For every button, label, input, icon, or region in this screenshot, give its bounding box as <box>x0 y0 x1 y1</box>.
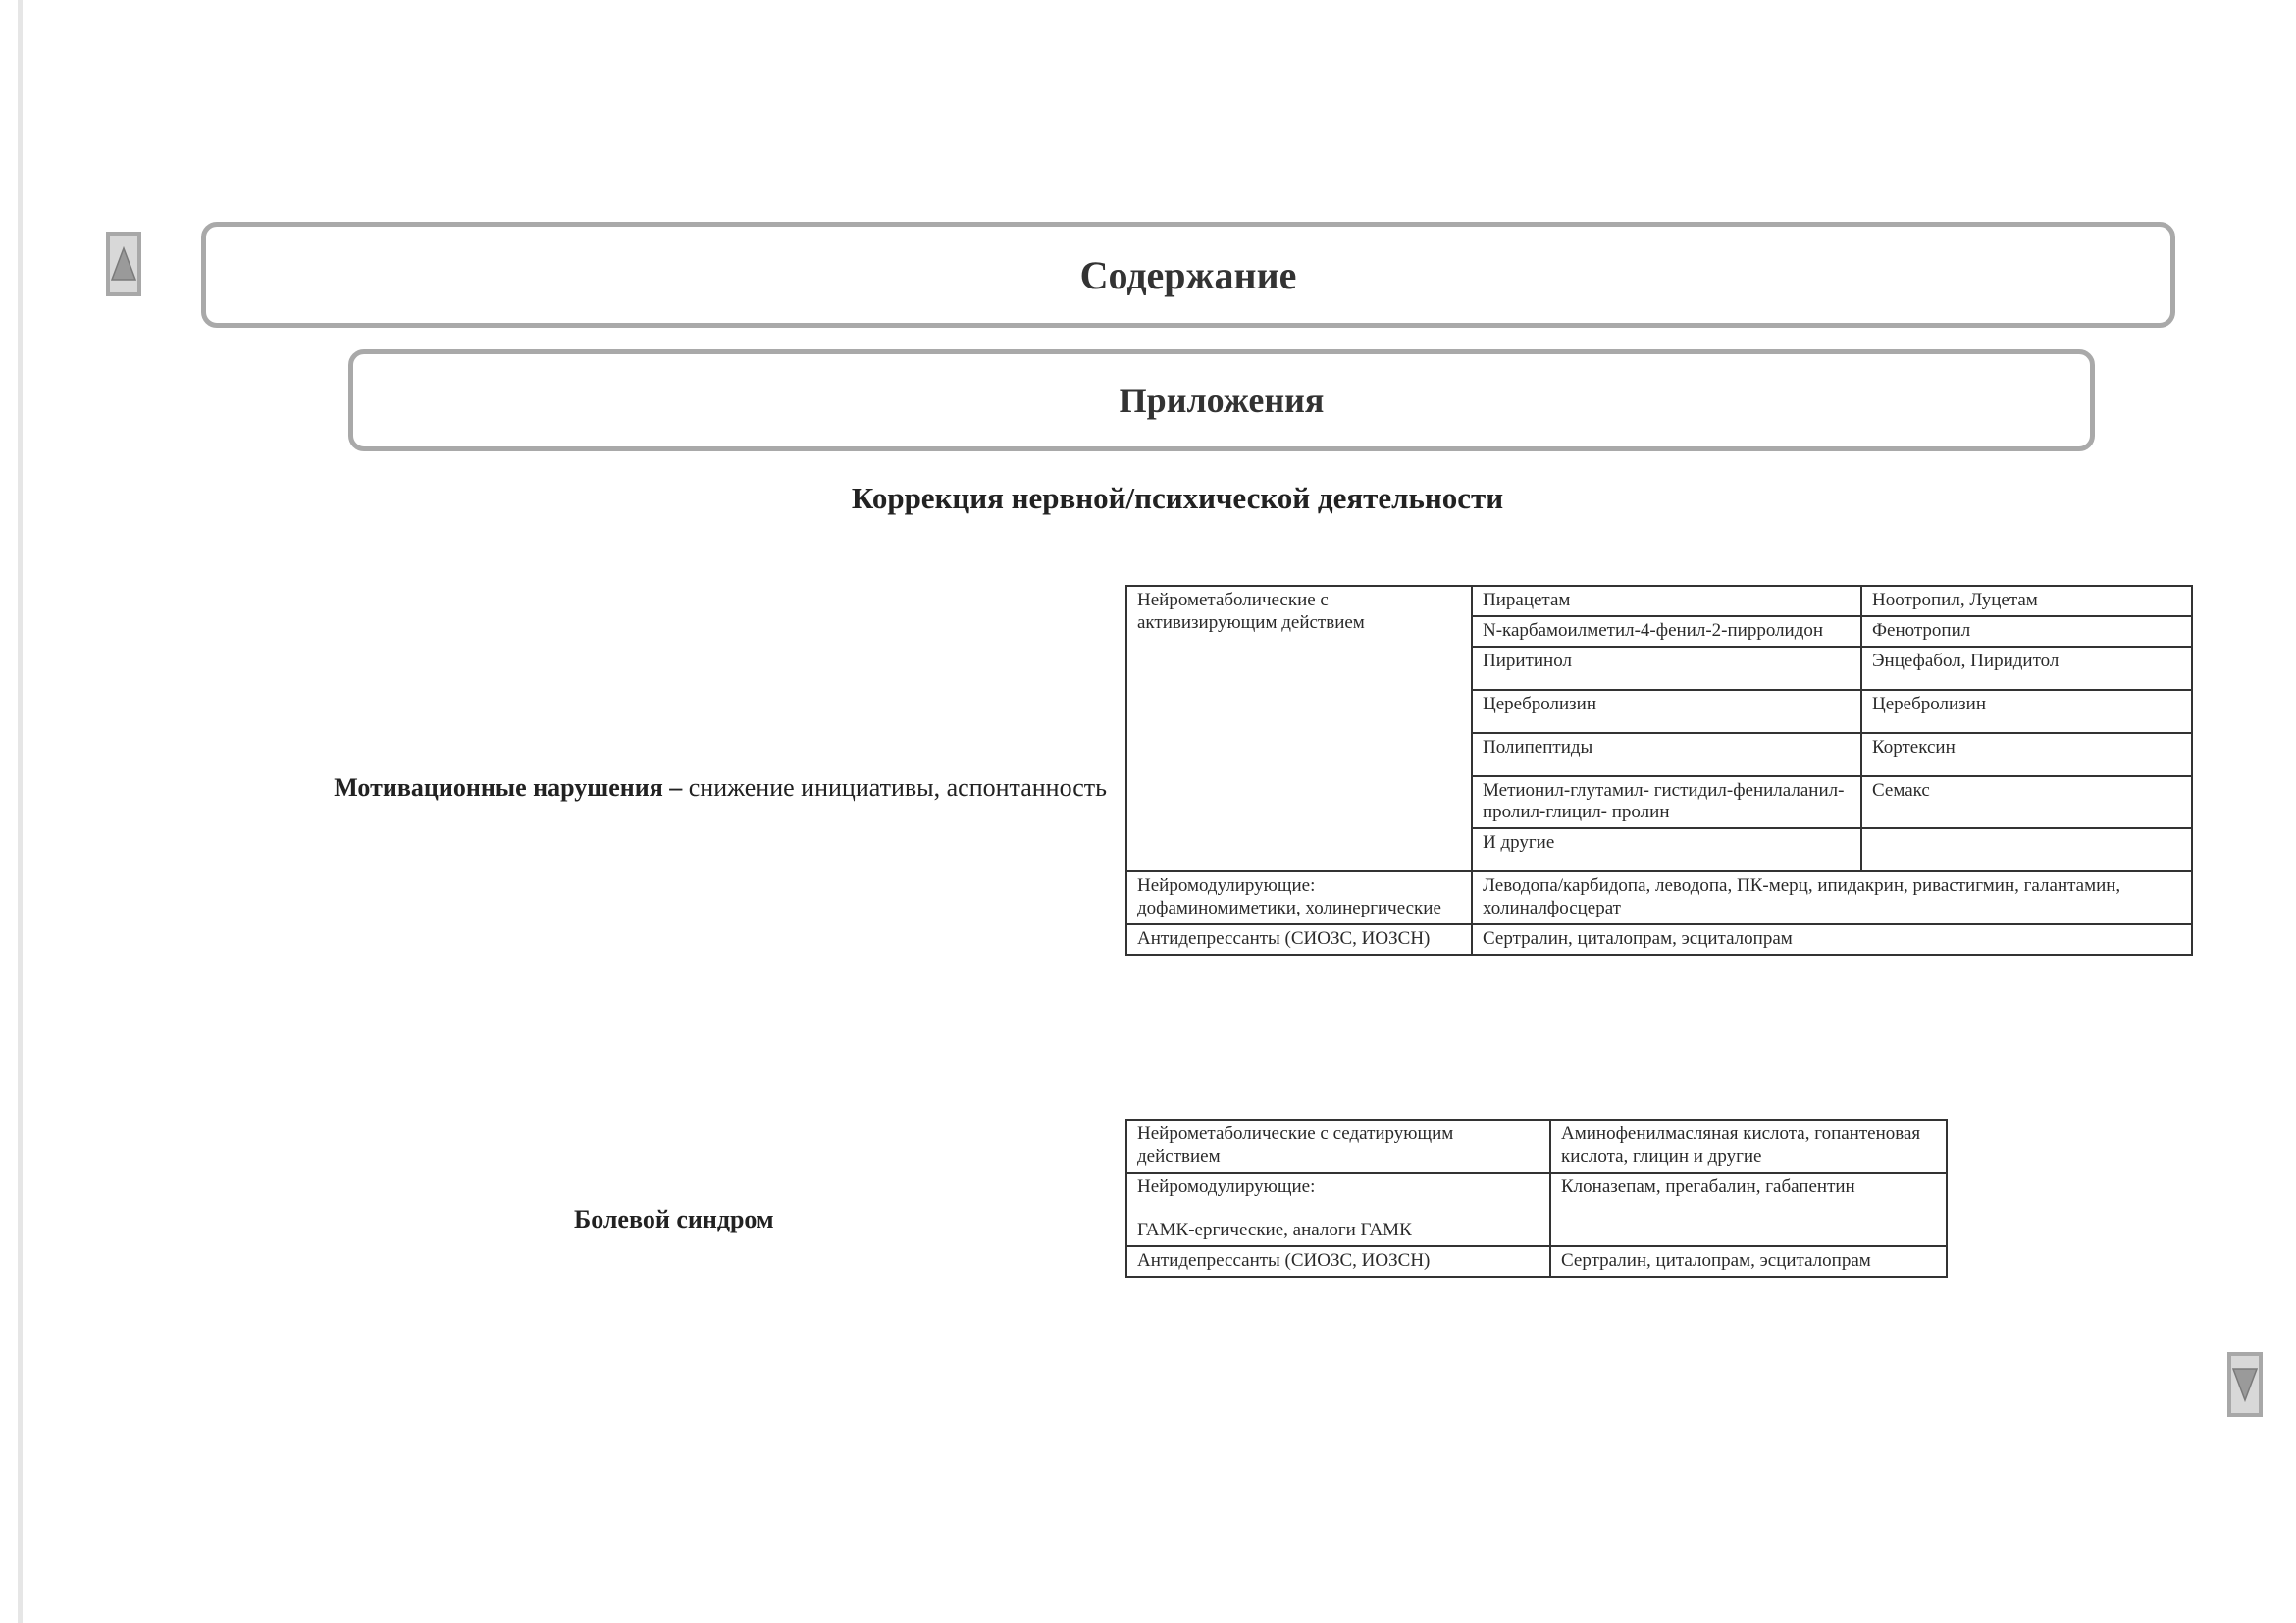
brand-cell: Фенотропил <box>1861 616 2192 647</box>
group-cell: Антидепрессанты (СИОЗС, ИОЗСН) <box>1126 924 1472 955</box>
scroll-up-button[interactable] <box>106 232 141 296</box>
substance-cell: И другие <box>1472 828 1861 871</box>
group-cell: Нейрометаболические с активизирующим действием <box>1126 586 1472 871</box>
motivation-label-rest: снижение инициативы, аспонтанность <box>682 773 1107 802</box>
substance-cell: Пирацетам <box>1472 586 1861 616</box>
appendix-title: Приложения <box>1119 381 1325 420</box>
drugs-cell: Сертралин, циталопрам, эсциталопрам <box>1472 924 2192 955</box>
table-row <box>1126 1173 1947 1247</box>
table-row <box>1126 586 2192 616</box>
section-title: Коррекция нервной/психической деятельности <box>851 481 1504 515</box>
table-row <box>1126 871 2192 924</box>
contents-title: Содержание <box>1079 252 1297 297</box>
substance-cell: Полипептиды <box>1472 733 1861 776</box>
motivation-label-bold: Мотивационные нарушения – <box>334 773 683 802</box>
motivation-table <box>1125 585 2193 956</box>
table-row <box>1126 1246 1947 1277</box>
scroll-down-button[interactable] <box>2227 1352 2263 1417</box>
table-row <box>1126 924 2192 955</box>
brand-cell <box>1861 828 2192 871</box>
drugs-cell: Аминофенилмасляная кислота, гопантеновая кислота, глицин и другие <box>1550 1120 1947 1173</box>
group-line: ГАМК-ергические, аналоги ГАМК <box>1137 1220 1412 1241</box>
table-row <box>1126 1120 1947 1173</box>
brand-cell: Энцефабол, Пиридитол <box>1861 647 2192 690</box>
group-cell: Антидепрессанты (СИОЗС, ИОЗСН) <box>1126 1246 1550 1277</box>
brand-cell: Семакс <box>1861 776 2192 829</box>
page-edge <box>18 0 23 1623</box>
substance-cell: N-карбамоилметил-4-фенил-2-пирролидон <box>1472 616 1861 647</box>
brand-cell: Ноотропил, Луцетам <box>1861 586 2192 616</box>
brand-cell: Церебролизин <box>1861 690 2192 733</box>
pain-label: Болевой синдром <box>574 1205 774 1233</box>
substance-cell: Церебролизин <box>1472 690 1861 733</box>
brand-cell: Кортексин <box>1861 733 2192 776</box>
pain-table <box>1125 1119 1948 1278</box>
drugs-cell: Клоназепам, прегабалин, габапентин <box>1550 1173 1947 1247</box>
contents-button[interactable] <box>201 222 2175 328</box>
motivation-label <box>334 773 1107 803</box>
group-cell <box>1126 1173 1550 1247</box>
drugs-cell: Леводопа/карбидопа, леводопа, ПК-мерц, ипидакрин, ривастигмин, галантамин, холиналфосцерат <box>1472 871 2192 924</box>
triangle-up-icon <box>111 244 136 284</box>
group-cell: Нейрометаболические с седатирующим действием <box>1126 1120 1550 1173</box>
group-line: Нейромодулирующие: <box>1137 1176 1316 1197</box>
appendix-button[interactable] <box>348 349 2095 451</box>
triangle-down-icon <box>2232 1365 2258 1404</box>
substance-cell: Пиритинол <box>1472 647 1861 690</box>
drugs-cell: Сертралин, циталопрам, эсциталопрам <box>1550 1246 1947 1277</box>
group-cell: Нейромодулирующие: дофаминомиметики, холинергические <box>1126 871 1472 924</box>
substance-cell: Метионил-глутамил- гистидил-фенилаланил- пролил-глицил- пролин <box>1472 776 1861 829</box>
